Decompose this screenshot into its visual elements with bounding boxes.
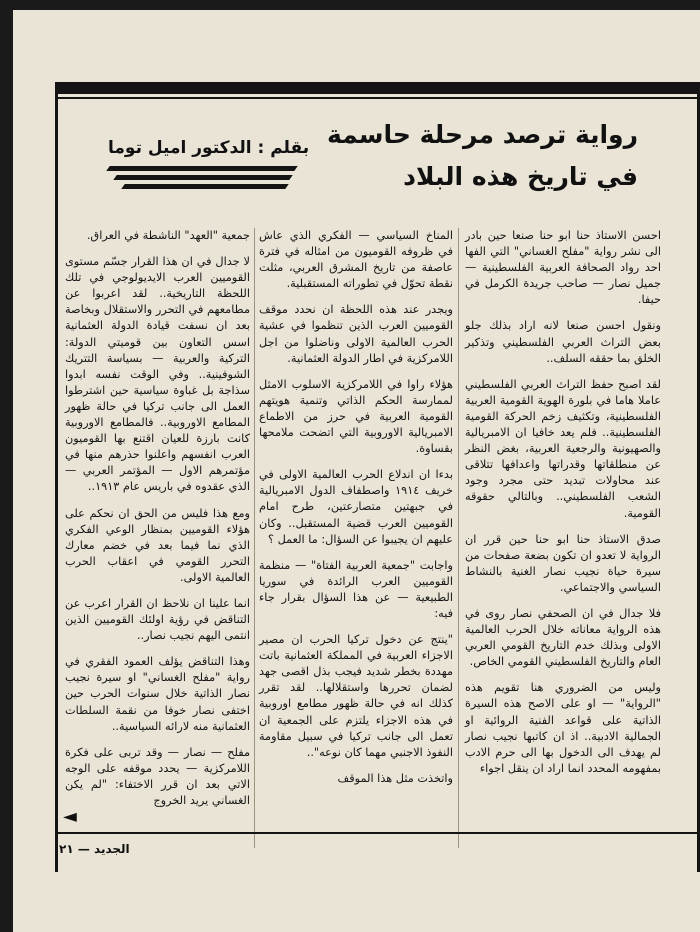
paragraph: فلا جدال في ان الصحفي نصار روى في هذه الرواية معاناته خلال الحرب العالمية الاولى وبذلك خدم التاريخ القومي العربي العام والتاريخ الفلسطيني القومي الخاص. (465, 606, 661, 669)
text-column-right (465, 228, 661, 787)
header-rule (55, 97, 700, 99)
paragraph: لقد اصبح حفظ التراث العربي الفلسطيني عاملا هاما في بلورة الهوية القومية العربية الفلسطينية، وتكثيف زخم الحركة القومية الفلسطينية.. فلم يعد خافيا ان الامبريالية والصهيونية والرجعية العربية، بغض النظر عن منطلقاتها وقدراتها واعدافها تتلاقى عند محاولات تبديد حتى مجرد وجود الشعب الفلسطيني.. وبالتالي حقوقه القومية. (465, 377, 661, 520)
paragraph: احسن الاستاذ حنا ابو حنا صنعا حين بادر الى نشر رواية "مفلح الغساني" التي الفها احد رواد الصحافة العربية الفلسطينية — جميل نصار — صاحب جريدة الكرمل في حيفا. (465, 229, 661, 307)
paragraph: وهذا التناقض يؤلف العمود الفقري في رواية "مفلح الغساني" او سيرة نجيب نصار الذاتية خلال سنوات الحرب حين اختفى نصار خوفا من نقمة السلطات العثمانية منه لارائه السياسية.. (65, 655, 250, 733)
paragraph: وليس من الضروري هنا تقويم هذه "الرواية" — او على الاصح هذه السيرة الذاتية على قواعد الفنية الروائية او الجمالية الادبية.. اذ ان كاتبها نجيب نصار لم يهدف الى الدخول بها الى حرم الادب بمفهومه المحدد انما اراد ان ينقل اجواء (465, 681, 661, 775)
article-title-line-2: في تاريخ هذه البلاد (403, 162, 638, 191)
page-footer: الجديد — ٢١ (59, 842, 130, 856)
header-bar (55, 82, 700, 94)
paragraph: هؤلاء راوا في اللامركزية الاسلوب الامثل لممارسة الحكم الذاتي وتنمية هويتهم القومية العربية في حرز من الاطماع الامبريالية الاوروبية التي اتضحت ملامحها بقساوة. (259, 377, 453, 456)
paragraph: ومع هذا فليس من الحق ان نحكم على هؤلاء القوميين بمنظار الوعي الفكري الذي نما فيما بعد في خضم معارك التحرر القومي في اعقاب الحرب العالمية الاولى. (65, 506, 250, 584)
paragraph: واجابت "جمعية العربية الفتاة" — منظمة القوميين العرب الرائدة في سوريا الطبيعية — عن هذا السؤال بقرار جاء فيه: (259, 558, 453, 620)
paragraph: انما علينا ان نلاحظ ان القرار اعرب عن التناقض في رؤية اولئك القوميين الذين انتمى اليهم نجيب نصار.. (65, 596, 250, 643)
paragraph: لا جدال في ان هذا القرار جسّم مستوى القوميين العرب الايديولوجي في تلك اللحظة التاريخية.. لقد اعربوا عن مطامعهم في التحرر والاستقلال وبخاصة بعد ان نسفت قيادة الدولة العثمانية اسس التعاون بين قوميتي الدولة: التركية والعربية — بسياسة التتريك الشوفينية.. وفي الوقت نفسه ابدوا سذاجة بل غباوة سياسية حين اشترطوا العمل الى جانب تركيا في حالة ظهور المطامع الاوروبية.. فالمطامع الاوروبية كانت بارزة للعيان اقتنع بها القوميون العرب انفسهم واعلنوا حذرهم منها في مؤتمرهم الاول — المؤتمر العربي — الذي عقدوه في باريس عام ١٩١٣.. (65, 255, 250, 494)
paragraph: واتخذت مثل هذا الموقف (337, 771, 453, 785)
paragraph: جمعية "العهد" الناشطة في العراق. (86, 229, 250, 242)
magazine-page (13, 10, 700, 932)
paragraph: بدءا ان اندلاع الحرب العالمية الاولى في خريف ١٩١٤ واصطفاف الدول الامبريالية في جبهتين متصارعتين، طرح امام القوميين العرب قضية المستقبل.. وكان عليهم ان يجيبوا عن السؤال: ما العمل ؟ (259, 468, 453, 546)
paragraph: ويجدر عند هذه اللحظة ان نحدد موقف القوميين العرب الذين تنظموا في عشية الحرب العالمية الاولى وناضلوا من اجل اللامركزية في اطار الدولة العثمانية. (259, 303, 453, 365)
decorative-stripe (121, 184, 289, 189)
paragraph: "ينتج عن دخول تركيا الحرب ان مصير الاجزاء العربية في المملكة العثمانية باتت مهددة بخطر شديد فيجب بذل اقصى جهد لضمان تحررها واستقلالها.. لقد تقرر كذلك انه في حالة ظهور مطامع اوروبية في هذه الاجزاء يلتزم على الجمعية ان تعمل الى جانب تركيا في سبيل مقاومة النفوذ الاجنبي مهما كان نوعه".. (259, 633, 453, 759)
paragraph: مفلح — نصار — وقد تربى على فكرة اللامركزية — يحدد موقفه على الوجه الاتي بعد ان قرر الاختفاء: "لم يكن الغساني يريد الخروج (65, 745, 250, 807)
frame-left-border (55, 82, 58, 872)
text-column-middle (259, 228, 453, 797)
decorative-stripe (113, 175, 293, 180)
article-title-line-1: رواية ترصد مرحلة حاسمة (326, 120, 638, 149)
paragraph: ونقول احسن صنعا لانه اراد بذلك جلو بعض التراث العربي الفلسطيني وتذكير الخلق بما حققه السلف.. (465, 319, 661, 365)
decorative-stripe (106, 166, 298, 171)
arrow-left-icon: ◄ (63, 806, 77, 827)
paragraph: صدق الاستاذ حنا ابو حنا حين قرر ان الرواية لا تعدو ان تكون بضعة صفحات من سيرة حياة نجيب نصار الغنية بالنشاط السياسي والاجتماعي. (465, 532, 661, 594)
column-separator (458, 228, 459, 848)
footer-rule (55, 832, 700, 834)
author-byline: بقلم : الدكتور اميل توما (108, 138, 310, 158)
text-column-left (65, 228, 250, 819)
paragraph: المناخ السياسي — الفكري الذي عاش في ظروفه القوميون من امثاله في فترة عاصفة من تاريخ المشرق العربي، مثلت نقطة تحوّل في تطوراته المستقبلية. (259, 229, 453, 291)
column-separator (254, 228, 255, 848)
